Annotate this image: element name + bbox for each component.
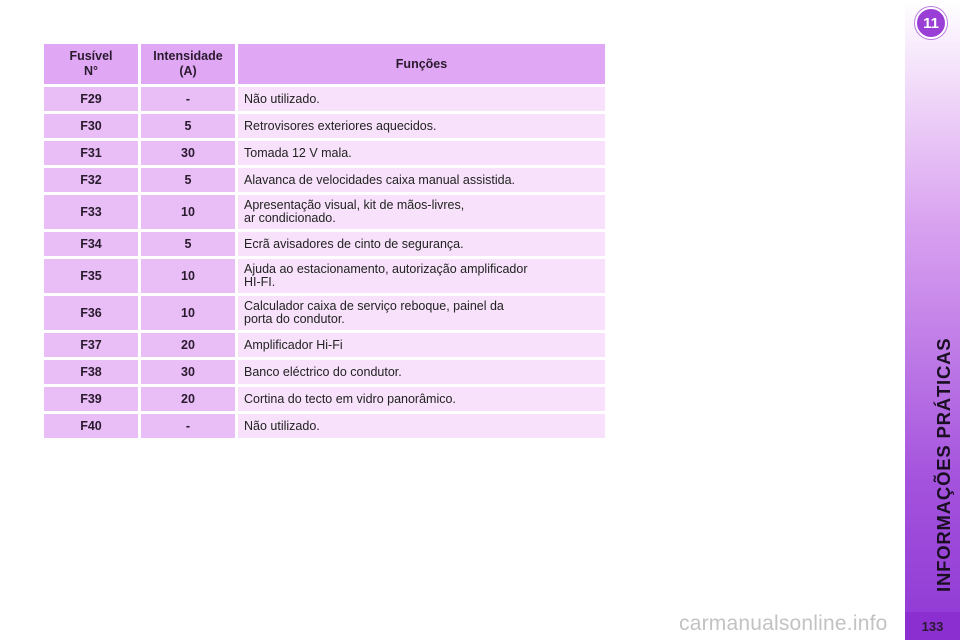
fuse-number: F33: [44, 195, 141, 229]
header-fuse-number: [44, 44, 141, 84]
fuse-function-text-line2: ar condicionado.: [244, 211, 336, 225]
fuse-function-text: Apresentação visual, kit de mãos-livres,: [244, 198, 465, 212]
fuse-amperage: 10: [141, 296, 238, 330]
header-fuse-line2: N°: [83, 64, 99, 78]
fuse-number: F38: [44, 360, 141, 384]
fuse-number: F40: [44, 414, 141, 438]
fuse-function-text: Alavanca de velocidades caixa manual assistida.: [244, 172, 515, 187]
fuse-table: [44, 41, 605, 441]
fuse-function: [238, 296, 605, 330]
fuse-number: F39: [44, 387, 141, 411]
table-row: [44, 195, 605, 229]
fuse-function-text: Ajuda ao estacionamento, autorização amplificador: [244, 262, 528, 276]
fuse-function-text: Não utilizado.: [244, 418, 320, 433]
fuse-number: F35: [44, 259, 141, 293]
header-fuse-line1: Fusível: [69, 49, 113, 63]
fuse-function-text-line2: porta do condutor.: [244, 312, 345, 326]
fuse-function-text: Não utilizado.: [244, 91, 320, 106]
fuse-function-text: Ecrã avisadores de cinto de segurança.: [244, 236, 464, 251]
fuse-function-text: Amplificador Hi-Fi: [244, 337, 343, 352]
fuse-function: [238, 195, 605, 229]
fuse-amperage: 10: [141, 259, 238, 293]
fuse-table-header: [44, 44, 605, 84]
fuse-number: F30: [44, 114, 141, 138]
fuse-function-text: Cortina do tecto em vidro panorâmico.: [244, 391, 456, 406]
chapter-number-badge: 11: [915, 7, 947, 39]
fuse-function-text: Calculador caixa de serviço reboque, painel da: [244, 299, 504, 313]
fuse-number: F36: [44, 296, 141, 330]
header-functions: Funções: [238, 44, 605, 84]
page-number: 133: [905, 612, 960, 640]
fuse-number: F32: [44, 168, 141, 192]
header-intensity: [141, 44, 238, 84]
fuse-function: [238, 387, 605, 411]
fuse-amperage: 20: [141, 333, 238, 357]
fuse-amperage: -: [141, 414, 238, 438]
table-row: [44, 296, 605, 330]
table-row: [44, 232, 605, 256]
fuse-amperage: 30: [141, 360, 238, 384]
fuse-number: F29: [44, 87, 141, 111]
table-row: [44, 333, 605, 357]
fuse-function: [238, 360, 605, 384]
fuse-amperage: 5: [141, 114, 238, 138]
fuse-function-text-line2: HI-FI.: [244, 275, 276, 289]
fuse-function-text: Banco eléctrico do condutor.: [244, 364, 402, 379]
fuse-function: [238, 87, 605, 111]
fuse-function: [238, 168, 605, 192]
fuse-amperage: 5: [141, 232, 238, 256]
table-row: [44, 414, 605, 438]
fuse-function: [238, 414, 605, 438]
table-row: [44, 387, 605, 411]
fuse-amperage: 20: [141, 387, 238, 411]
fuse-function-text: Tomada 12 V mala.: [244, 145, 352, 160]
table-row: [44, 168, 605, 192]
fuse-number: F34: [44, 232, 141, 256]
table-row: [44, 360, 605, 384]
table-row: [44, 114, 605, 138]
fuse-number: F31: [44, 141, 141, 165]
fuse-amperage: 10: [141, 195, 238, 229]
fuse-number: F37: [44, 333, 141, 357]
section-title: INFORMAÇÕES PRÁTICAS: [933, 337, 954, 592]
fuse-amperage: 5: [141, 168, 238, 192]
table-row: [44, 141, 605, 165]
header-amp-line1: Intensidade: [153, 49, 223, 63]
header-amp-line2: (A): [179, 64, 197, 78]
fuse-function: [238, 114, 605, 138]
fuse-function: [238, 232, 605, 256]
watermark: carmanualsonline.info: [679, 612, 888, 635]
fuse-function: [238, 141, 605, 165]
fuse-function-text: Retrovisores exteriores aquecidos.: [244, 118, 437, 133]
fuse-function: [238, 259, 605, 293]
fuse-amperage: 30: [141, 141, 238, 165]
fuse-function: [238, 333, 605, 357]
fuse-amperage: -: [141, 87, 238, 111]
table-row: [44, 259, 605, 293]
table-row: [44, 87, 605, 111]
fuse-table-body: [44, 87, 605, 438]
